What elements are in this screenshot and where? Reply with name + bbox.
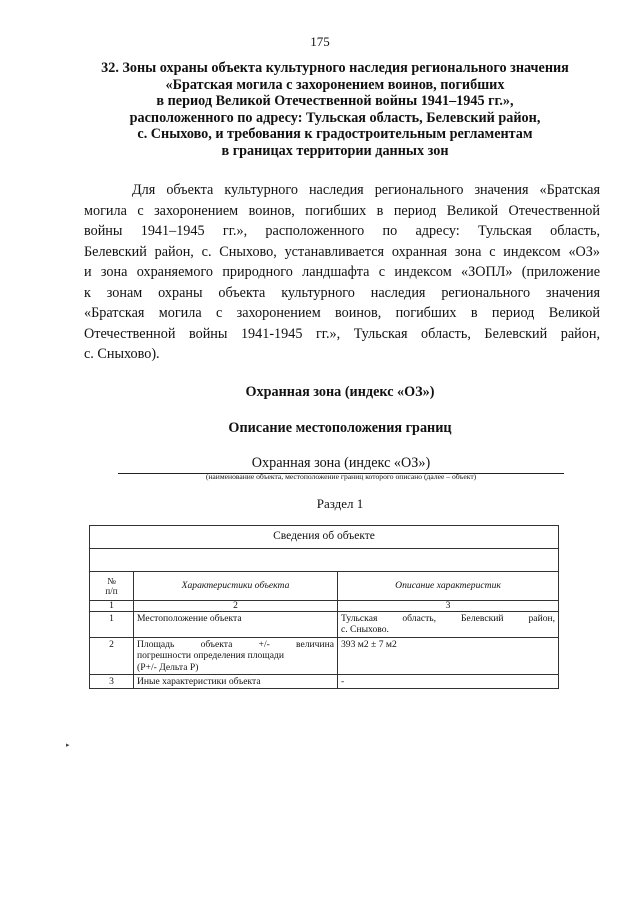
zone-name-field: Охранная зона (индекс «ОЗ») — [118, 455, 564, 474]
heading-line: «Братская могила с захоронением воинов, погибших — [165, 76, 505, 93]
row-characteristic — [134, 637, 338, 674]
table-header-row — [90, 572, 559, 601]
header-description: Описание характеристик — [338, 572, 559, 601]
subheading-borders: Описание местоположения границ — [228, 420, 452, 436]
paragraph-line: Отечественной войны 1941-1945 гг.», Тульская область, Белевский район, — [84, 325, 600, 342]
table-row — [90, 637, 559, 674]
header-num — [90, 572, 134, 601]
object-info-table — [89, 525, 559, 689]
subheading-zone: Охранная зона (индекс «ОЗ») — [245, 384, 435, 400]
table-row — [90, 612, 559, 638]
paragraph-line: могила с захоронением воинов, погибших в период Великой Отечественной — [84, 202, 600, 219]
index-cell: 3 — [338, 601, 559, 612]
margin-mark: ▸ — [66, 741, 70, 749]
row-characteristic-line: Площадь объекта +/- величина — [137, 638, 334, 650]
section-heading — [70, 60, 600, 160]
heading-line: расположенного по адресу: Тульская область, Белевский район, — [129, 109, 541, 126]
row-characteristic: Иные характеристики объекта — [134, 675, 338, 689]
table-index-row — [90, 601, 559, 612]
row-description-line: с. Сныхово. — [341, 624, 389, 636]
paragraph-line: войны 1941–1945 гг.», расположенного по адресу: Тульская область, — [84, 223, 600, 239]
section-title: Раздел 1 — [316, 496, 364, 511]
paragraph-line: с. Сныхово). — [84, 346, 160, 362]
row-num: 2 — [90, 637, 134, 674]
row-characteristic: Местоположение объекта — [134, 612, 338, 638]
header-characteristics: Характеристики объекта — [134, 572, 338, 601]
page-number: 175 — [310, 34, 330, 49]
paragraph-line: Для объекта культурного наследия регионального значения «Братская — [132, 182, 600, 198]
table-title-row — [90, 526, 559, 549]
paragraph-line: Белевский район, с. Сныхово, устанавливается охранная зона с индексом «ОЗ» — [84, 243, 600, 260]
paragraph-line: «Братская могила с захоронением воинов, погибших в период Великой — [84, 305, 600, 321]
header-num-line: п/п — [105, 586, 118, 596]
body-paragraph — [84, 180, 600, 365]
row-num: 3 — [90, 675, 134, 689]
header-num-line: № — [107, 576, 116, 586]
paragraph-line: к зонам охраны объекта культурного наследия регионального значения — [84, 284, 600, 301]
table-empty-cell — [90, 549, 559, 572]
row-num: 1 — [90, 612, 134, 638]
table-row — [90, 675, 559, 689]
row-description — [338, 612, 559, 638]
heading-line: с. Сныхово, и требования к градостроительным регламентам — [137, 126, 533, 143]
row-description: - — [338, 675, 559, 689]
index-cell: 2 — [134, 601, 338, 612]
index-cell: 1 — [90, 601, 134, 612]
row-characteristic-line: погрешности определения площади — [137, 650, 284, 662]
table-empty-row — [90, 549, 559, 572]
paragraph-line: и зона охраняемого природного ландшафта с индексом «ЗОПЛ» (приложение — [84, 264, 600, 280]
heading-line: 32. Зоны охраны объекта культурного наследия регионального значения — [101, 60, 569, 76]
row-description: 393 м2 ± 7 м2 — [338, 637, 559, 674]
zone-name-caption: (наименование объекта, местоположение границ которого описано (далее – объект) — [205, 472, 477, 481]
row-description-line: Тульская область, Белевский район, — [341, 613, 556, 624]
table-title: Сведения об объекте — [90, 526, 559, 549]
row-characteristic-line: (Р+/- Дельта Р) — [137, 661, 199, 673]
heading-line: в границах территории данных зон — [221, 142, 449, 159]
heading-line: в период Великой Отечественной войны 1941–1945 гг.», — [156, 93, 514, 110]
